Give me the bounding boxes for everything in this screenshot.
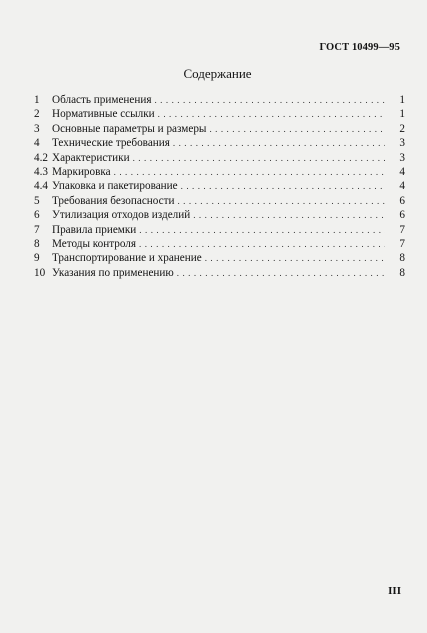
toc-entry-number: 4.4 <box>34 180 48 193</box>
toc-entry <box>34 237 405 251</box>
toc-dot-leader <box>173 136 385 150</box>
toc-entry-page: 2 <box>399 122 405 135</box>
toc-entry-page: 4 <box>399 180 405 193</box>
toc-entry <box>34 151 405 165</box>
toc-dot-leader <box>177 194 385 208</box>
toc-entry-label: Утилизация отходов изделий <box>52 209 191 222</box>
toc-entry-label: Характеристики <box>52 151 130 164</box>
toc-entry <box>34 266 405 280</box>
toc-dot-leader <box>205 251 385 265</box>
toc-entry <box>34 165 405 179</box>
toc-entry <box>34 251 405 265</box>
toc-entry-page: 3 <box>399 151 405 164</box>
toc-entry-page: 1 <box>399 94 405 106</box>
toc-dot-leader <box>193 208 385 222</box>
toc-entry <box>34 122 405 136</box>
toc-entry-label: Основные параметры и размеры <box>52 122 207 135</box>
toc-dot-leader <box>181 179 385 193</box>
toc-entry-label: Указания по применению <box>52 266 174 279</box>
toc-dot-leader <box>209 122 385 136</box>
toc-dot-leader <box>114 165 385 179</box>
toc-dot-leader <box>158 107 385 121</box>
toc-entry-number: 5 <box>34 194 40 207</box>
toc-entry <box>34 136 405 150</box>
toc-entry-page: 7 <box>399 237 405 250</box>
toc-entry <box>34 223 405 237</box>
toc-dot-leader <box>177 266 385 280</box>
toc-entry-number: 4 <box>34 137 40 150</box>
toc-entry-label: Технические требования <box>52 137 170 150</box>
toc-entry-page: 8 <box>399 266 405 279</box>
toc-entry-number: 3 <box>34 122 40 135</box>
toc-entry-label: Методы контроля <box>52 237 137 250</box>
toc-entry-number: 4.3 <box>34 165 48 178</box>
toc-entry-number: 8 <box>34 237 40 250</box>
page-number: III <box>388 585 401 597</box>
toc-entry-label: Область применения <box>52 94 152 106</box>
toc-entry-page: 6 <box>399 209 405 222</box>
toc-entry-label: Транспортирование и хранение <box>52 252 202 265</box>
toc-entry-label: Нормативные ссылки <box>52 108 155 121</box>
table-of-contents <box>34 93 405 280</box>
document-code: ГОСТ 10499—95 <box>319 42 400 53</box>
toc-entry-page: 1 <box>399 108 405 121</box>
toc-entry <box>34 179 405 193</box>
toc-entry <box>34 208 405 222</box>
toc-entry-number: 1 <box>34 94 40 106</box>
toc-title: Содержание <box>183 66 252 81</box>
toc-entry-page: 6 <box>399 194 405 207</box>
toc-dot-leader <box>139 237 385 251</box>
toc-entry-number: 4.2 <box>34 151 48 164</box>
toc-entry-number: 10 <box>34 266 46 279</box>
toc-entry-number: 6 <box>34 209 40 222</box>
toc-entry-label: Правила приемки <box>52 223 137 236</box>
toc-dot-leader <box>133 151 385 165</box>
toc-dot-leader <box>139 223 385 237</box>
toc-entry-label: Упаковка и пакетирование <box>52 180 178 193</box>
toc-entry <box>34 107 405 121</box>
toc-entry-number: 7 <box>34 223 40 236</box>
toc-entry-number: 2 <box>34 108 40 121</box>
toc-entry <box>34 194 405 208</box>
toc-entry-number: 9 <box>34 252 40 265</box>
toc-entry-label: Требования безопасности <box>52 194 175 207</box>
toc-entry <box>34 93 405 107</box>
toc-entry-page: 7 <box>399 223 405 236</box>
toc-dot-leader <box>154 93 385 107</box>
toc-entry-page: 8 <box>399 252 405 265</box>
toc-entry-page: 4 <box>399 165 405 178</box>
toc-entry-label: Маркировка <box>52 165 111 178</box>
toc-entry-page: 3 <box>399 137 405 150</box>
